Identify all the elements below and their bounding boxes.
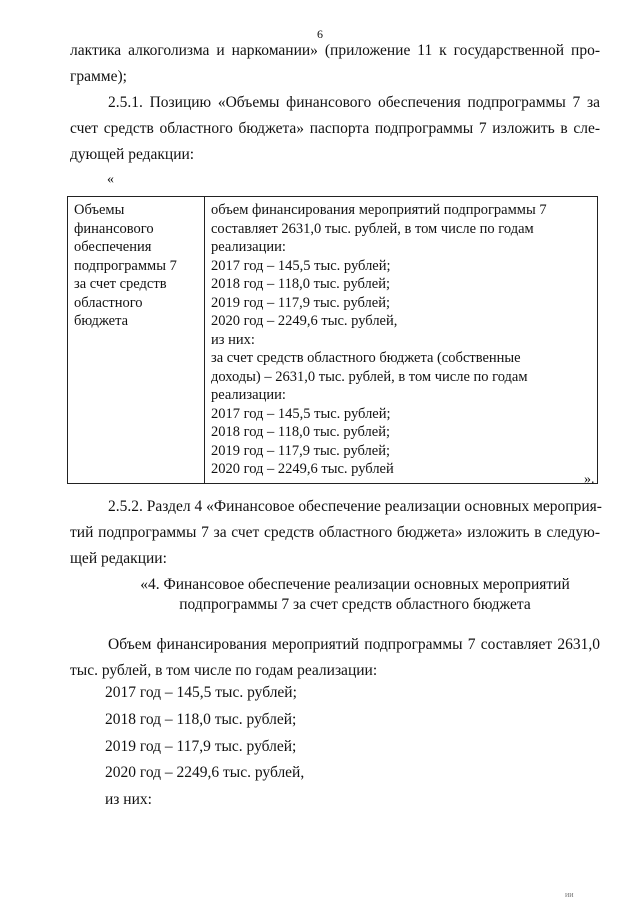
value-line: составляет 2631,0 тыс. рублей, в том числе по годам	[211, 220, 534, 237]
closing-quote: ».	[584, 472, 595, 487]
table-label-cell	[68, 197, 205, 484]
section-title	[120, 575, 590, 615]
value-line: 2017 год – 145,5 тыс. рублей;	[211, 257, 391, 274]
item-2-5-2-line-1: 2.5.2. Раздел 4 «Финансовое обеспечение реализации основных мероприя-	[108, 498, 602, 515]
table-value-cell	[205, 197, 598, 484]
item-2-5-2-paragraph	[70, 494, 600, 572]
item-2-5-1-paragraph	[70, 90, 600, 168]
label-line: финансового	[74, 220, 154, 237]
value-line: 2017 год – 145,5 тыс. рублей;	[211, 405, 391, 422]
intro-line-1: лактика алкоголизма и наркомании» (приложение 11 к государственной про-	[70, 42, 600, 59]
intro-line-2: грамме);	[70, 68, 127, 85]
opening-quote: «	[107, 172, 114, 187]
value-line: 2019 год – 117,9 тыс. рублей;	[211, 294, 390, 311]
scan-mark: ии	[565, 890, 574, 899]
label-line: областного	[74, 294, 143, 311]
section-title-line-1: «4. Финансовое обеспечение реализации основных мероприятий	[140, 576, 570, 593]
value-line: доходы) – 2631,0 тыс. рублей, в том числе по годам	[211, 368, 528, 385]
item-2-5-1-line-1: 2.5.1. Позицию «Объемы финансового обеспечения подпрограммы 7 за	[108, 94, 600, 111]
passport-table	[67, 196, 598, 484]
label-line: Объемы	[74, 202, 125, 218]
item-2-5-2-line-2: тий подпрограммы 7 за счет средств областного бюджета» изложить в следую-	[70, 524, 600, 541]
page-number: 6	[317, 27, 323, 41]
label-line: бюджета	[74, 313, 129, 329]
year-line-2020: 2020 год – 2249,6 тыс. рублей,	[105, 764, 305, 781]
value-line: реализации:	[211, 387, 286, 403]
value-line: 2019 год – 117,9 тыс. рублей;	[211, 442, 390, 459]
volume-paragraph	[70, 632, 600, 684]
year-line-2018: 2018 год – 118,0 тыс. рублей;	[105, 711, 297, 728]
table-row	[68, 197, 598, 484]
label-line: подпрограммы 7	[74, 257, 177, 274]
value-line: 2018 год – 118,0 тыс. рублей;	[211, 276, 390, 292]
value-line: 2020 год – 2249,6 тыс. рублей	[211, 461, 394, 477]
intro-paragraph	[70, 38, 600, 90]
tail-line: из них:	[105, 791, 152, 808]
volume-line-2: тыс. рублей, в том числе по годам реализации:	[70, 662, 378, 679]
value-line: 2020 год – 2249,6 тыс. рублей,	[211, 313, 398, 329]
section-title-line-2: подпрограммы 7 за счет средств областного бюджета	[179, 596, 531, 613]
item-2-5-2-line-3: щей редакции:	[70, 550, 167, 567]
year-line-2017: 2017 год – 145,5 тыс. рублей;	[105, 684, 297, 701]
value-line: 2018 год – 118,0 тыс. рублей;	[211, 424, 390, 440]
item-2-5-1-line-2: счет средств областного бюджета» паспорта подпрограммы 7 изложить в сле-	[70, 120, 600, 137]
value-line: из них:	[211, 331, 255, 348]
value-line: за счет средств областного бюджета (собственные	[211, 350, 521, 366]
value-line: объем финансирования мероприятий подпрограммы 7	[211, 202, 547, 218]
volume-line-1: Объем финансирования мероприятий подпрограммы 7 составляет 2631,0	[108, 636, 600, 653]
year-line-2019: 2019 год – 117,9 тыс. рублей;	[105, 738, 297, 755]
label-line: за счет средств	[74, 276, 167, 292]
label-line: обеспечения	[74, 239, 152, 255]
item-2-5-1-line-3: дующей редакции:	[70, 146, 195, 163]
value-line: реализации:	[211, 239, 286, 255]
